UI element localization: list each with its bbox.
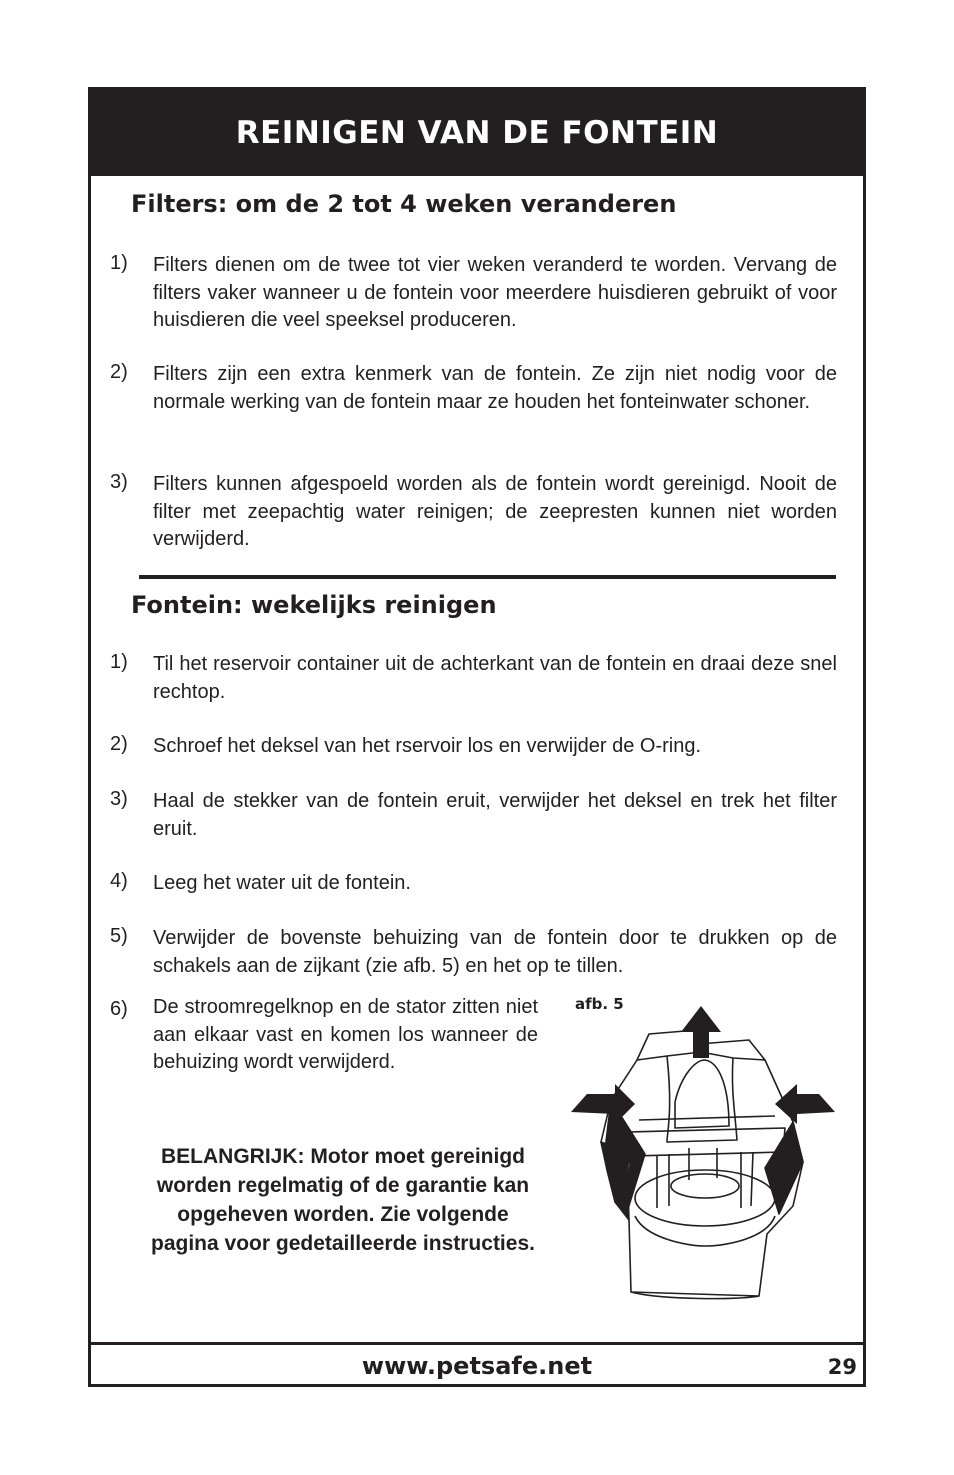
item-text: Schroef het deksel van het rservoir los en verwijder de O-ring.	[153, 735, 702, 757]
figure-label: afb. 5	[575, 995, 624, 1013]
item-text: Filters zijn een extra kenmerk van de fontein. Ze zijn niet nodig voor de normale werking van de fontein maar ze houden het fonteinwater schoner.	[153, 363, 837, 413]
list-item	[110, 361, 837, 416]
footer-website-link[interactable]: www.petsafe.net	[361, 1352, 593, 1380]
important-notice: BELANGRIJK: Motor moet gereinigd worden regelmatig of de garantie kan opgeheven worden. Zie volgende pagina voor gedetailleerde instructies.	[151, 1145, 535, 1255]
item-number: 1)	[110, 252, 128, 274]
item-text: De stroomregelknop en de stator zitten niet aan elkaar vast en komen los wanneer de behuizing wordt verwijderd.	[153, 996, 538, 1073]
footer-divider	[91, 1342, 863, 1345]
list-item	[110, 733, 837, 761]
item-number: 1)	[110, 651, 128, 673]
list-item	[110, 925, 837, 980]
item-number: 5)	[110, 925, 128, 947]
item-number: 2)	[110, 361, 128, 383]
list-item	[110, 471, 837, 554]
item-text: Filters kunnen afgespoeld worden als de fontein wordt gereinigd. Nooit de filter met zeepachtig water reinigen; de zeepresten kunnen niet worden verwijderd.	[153, 473, 837, 550]
section-cleaning-title: Fontein: wekelijks reinigen	[131, 591, 497, 619]
item-text: Filters dienen om de twee tot vier weken veranderd te worden. Vervang de filters vaker wanneer u de fontein voor meerdere huisdieren gebruikt of voor huisdieren die veel speeksel produceren.	[153, 254, 837, 331]
list-item	[110, 651, 837, 706]
item-text: Leeg het water uit de fontein.	[153, 872, 411, 894]
page-title: REINIGEN VAN DE FONTEIN	[235, 115, 719, 151]
item-number: 6)	[110, 998, 128, 1020]
item-text: Verwijder de bovenste behuizing van de fontein door te drukken op de schakels aan de zijkant (zie afb. 5) en het op te tillen.	[153, 927, 837, 977]
item-text: Haal de stekker van de fontein eruit, verwijder het deksel en trek het filter eruit.	[153, 790, 837, 840]
list-item	[110, 252, 837, 335]
list-item	[110, 788, 837, 843]
item-number: 3)	[110, 471, 128, 493]
page-frame	[88, 87, 866, 1387]
section-divider	[139, 575, 836, 579]
page-number: 29	[827, 1355, 857, 1379]
section-filters-title: Filters: om de 2 tot 4 weken veranderen	[131, 190, 677, 218]
fountain-housing-illustration	[571, 1002, 836, 1302]
item-number: 3)	[110, 788, 128, 810]
list-item	[110, 994, 538, 1077]
page-header	[91, 90, 863, 176]
list-item	[110, 870, 837, 898]
item-number: 2)	[110, 733, 128, 755]
item-text: Til het reservoir container uit de achterkant van de fontein en draai deze snel rechtop.	[153, 653, 837, 703]
item-number: 4)	[110, 870, 128, 892]
